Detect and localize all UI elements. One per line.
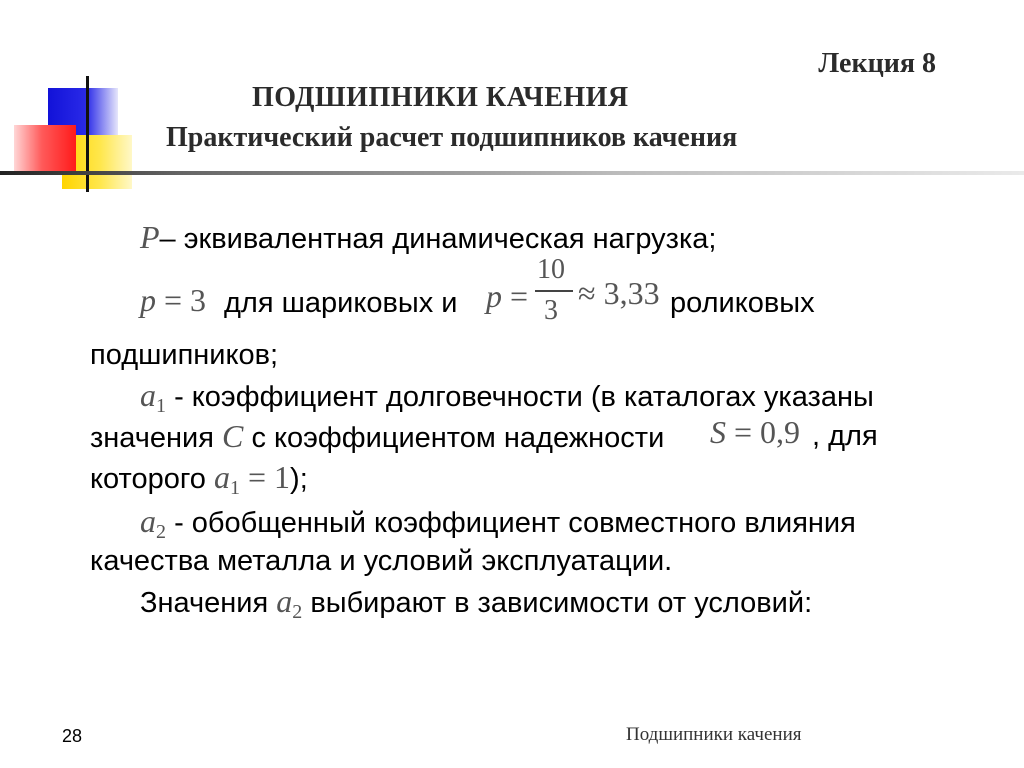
math-p-eq: p = — [486, 278, 529, 314]
fraction-bar — [535, 290, 573, 292]
line-a2-coefficient: $a_2$ - обобщенный коэффициент совместного влияния — [140, 503, 856, 543]
line-a1-coefficient: $a_1$ - коэффициент долговечности (в каталогах указаны — [140, 377, 874, 417]
logo-red-block — [14, 125, 76, 173]
line-values-a2: Значения $a_2$ выбирают в зависимости от условий: — [140, 583, 813, 623]
line-roller-text: роликовых — [670, 287, 815, 319]
line-bearings: подшипников; — [90, 339, 279, 371]
line-which-a1: которого $a_1 = 1$); — [90, 459, 308, 499]
header-divider — [0, 171, 1024, 175]
line-metal-quality: качества металла и условий эксплуатации. — [90, 545, 673, 577]
page-number: 28 — [62, 726, 83, 746]
math-P: P — [140, 219, 160, 255]
math-p: p — [140, 282, 156, 318]
line-exponent-text: для шариковых и — [224, 287, 458, 319]
fraction-numerator: 10 — [537, 254, 565, 285]
lecture-label: Лекция 8 — [818, 48, 936, 79]
line-for-which: , для — [812, 420, 878, 452]
slide-title: ПОДШИПНИКИ КАЧЕНИЯ — [252, 82, 629, 113]
footer-title: Подшипники качения — [626, 724, 802, 745]
fraction-denominator: 3 — [544, 295, 558, 326]
line-exponent: p = 3 — [140, 282, 207, 318]
line-equivalent-load: P– эквивалентная динамическая нагрузка; — [140, 219, 717, 255]
math-approx: ≈ 3,33 — [578, 275, 660, 311]
math-S-eq: S = 0,9 — [710, 414, 801, 450]
line-values-c: значения C с коэффициентом надежности — [90, 418, 665, 454]
slide-subtitle: Практический расчет подшипников качения — [166, 122, 738, 153]
